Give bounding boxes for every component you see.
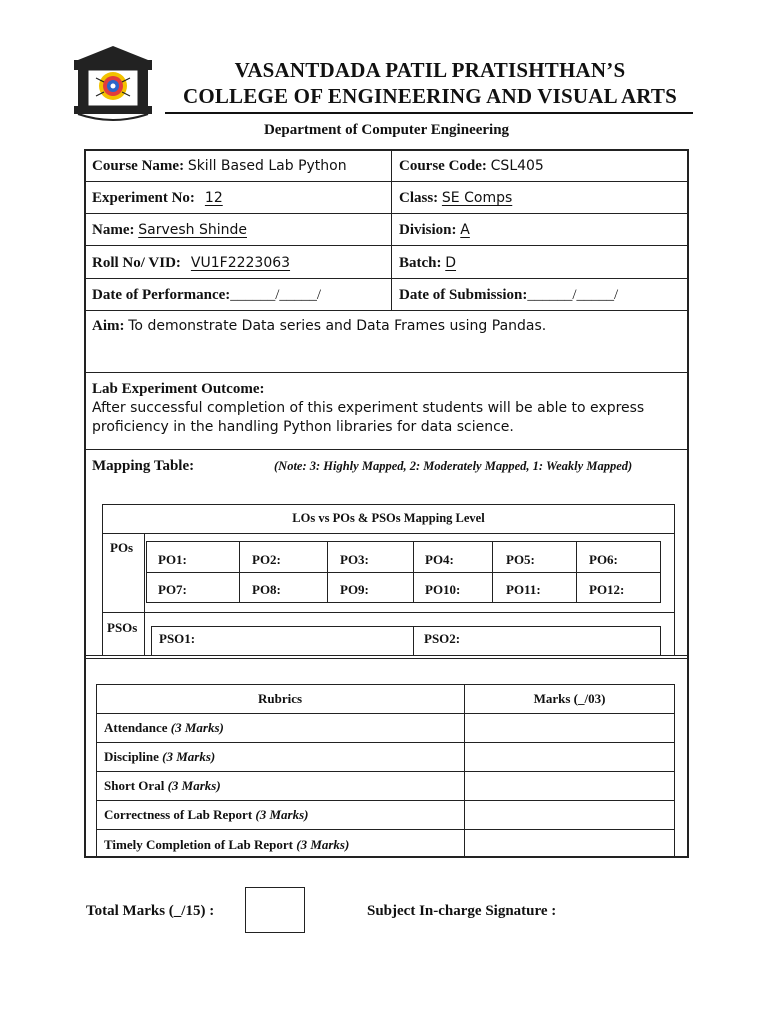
- po3-cell: PO3:: [340, 552, 369, 567]
- course-name-label: Course Name:: [92, 158, 185, 174]
- dos-label: Date of Submission:: [399, 287, 528, 303]
- division-field: [399, 222, 470, 239]
- date-of-submission-field: [399, 287, 618, 304]
- row-divider: [84, 213, 689, 214]
- mapping-pso-divider: [102, 612, 675, 613]
- column-divider: [391, 149, 392, 310]
- po7-cell: PO7:: [158, 582, 187, 597]
- rubrics-row-divider: [96, 771, 675, 772]
- student-name-value: Sarvesh Shinde: [138, 222, 247, 238]
- total-marks-box[interactable]: [245, 887, 305, 933]
- po11-cell: PO11:: [506, 582, 541, 597]
- rubric-name: Timely Completion of Lab Report: [104, 837, 293, 852]
- rubric-marks: (3 Marks): [255, 807, 309, 822]
- row-divider: [84, 245, 689, 246]
- po1-cell: PO1:: [158, 552, 187, 567]
- total-marks-label: Total Marks (_/15) :: [86, 903, 215, 919]
- rubric-row-short-oral: [104, 778, 221, 794]
- rubrics-row-divider: [96, 829, 675, 830]
- row-divider: [84, 372, 689, 373]
- rubric-name: Short Oral: [104, 778, 165, 793]
- class-value: SE Comps: [441, 190, 513, 206]
- mapping-label: Mapping Table:: [92, 458, 195, 474]
- mapping-label-column: [144, 533, 145, 656]
- college-name-line2: COLLEGE OF ENGINEERING AND VISUAL ARTS: [182, 84, 678, 108]
- outcome-line2: proficiency in the handling Python libraries for data science.: [92, 419, 514, 435]
- student-name-label: Name:: [92, 222, 135, 238]
- college-name-line1: VASANTDADA PATIL PRATISHTHAN’S: [234, 58, 626, 82]
- rubric-marks: (3 Marks): [170, 720, 224, 735]
- course-code-value: CSL405: [490, 158, 544, 174]
- rubric-row-timely-completion: [104, 837, 349, 853]
- course-name-field: [92, 158, 347, 175]
- po-grid-col-divider: [492, 541, 493, 603]
- po12-cell: PO12:: [589, 582, 625, 597]
- mapping-table-title: LOs vs POs & PSOs Mapping Level: [292, 511, 485, 525]
- dop-label: Date of Performance:: [92, 287, 231, 303]
- header-divider: [165, 112, 693, 114]
- rubric-marks: (3 Marks): [162, 749, 216, 764]
- roll-value: VU1F2223063: [190, 255, 291, 271]
- po2-cell: PO2:: [252, 552, 281, 567]
- pso1-cell: PSO1:: [159, 631, 196, 646]
- rubrics-row-divider: [96, 800, 675, 801]
- department-title: Department of Computer Engineering: [263, 122, 510, 138]
- po-grid-row-divider: [146, 572, 661, 573]
- po-grid-col-divider: [239, 541, 240, 603]
- aim-field: [92, 318, 546, 335]
- row-divider: [84, 278, 689, 279]
- po4-cell: PO4:: [425, 552, 454, 567]
- course-code-label: Course Code:: [399, 158, 487, 174]
- batch-value: D: [445, 255, 457, 271]
- roll-label: Roll No/ VID:: [92, 255, 181, 271]
- dos-value: ______/_____/: [527, 287, 619, 303]
- course-code-field: [399, 158, 544, 175]
- course-name-value: Skill Based Lab Python: [187, 158, 347, 174]
- division-value: A: [460, 222, 470, 238]
- po-grid-col-divider: [413, 541, 414, 603]
- date-of-performance-field: [92, 287, 321, 304]
- row-divider: [84, 449, 689, 450]
- pso2-cell: PSO2:: [424, 631, 461, 646]
- batch-label: Batch:: [399, 255, 442, 271]
- psos-label: PSOs: [107, 620, 138, 635]
- rubric-marks: (3 Marks): [296, 837, 350, 852]
- rubric-row-attendance: [104, 720, 224, 736]
- aim-text: To demonstrate Data series and Data Frames using Pandas.: [128, 318, 547, 334]
- mapping-header-divider: [102, 533, 675, 534]
- signature-label: Subject In-charge Signature :: [367, 903, 557, 919]
- row-divider: [84, 310, 689, 311]
- rubric-row-correctness: [104, 807, 309, 823]
- row-divider: [84, 658, 689, 659]
- dop-value: ______/_____/: [230, 287, 322, 303]
- rubric-row-discipline: [104, 749, 215, 765]
- experiment-value: 12: [204, 190, 223, 206]
- outcome-line1: After successful completion of this experiment students will be able to express: [92, 400, 645, 416]
- pso-grid: [151, 626, 661, 656]
- student-name-field: [92, 222, 247, 239]
- po-grid-col-divider: [576, 541, 577, 603]
- po8-cell: PO8:: [252, 582, 281, 597]
- rubric-name: Attendance: [104, 720, 168, 735]
- po6-cell: PO6:: [589, 552, 618, 567]
- mapping-note: (Note: 3: Highly Mapped, 2: Moderately Mapped, 1: Weakly Mapped): [274, 459, 633, 473]
- class-label: Class:: [399, 190, 439, 206]
- marks-column-header: Marks (_/03): [533, 691, 606, 706]
- roll-field: [92, 255, 294, 272]
- college-seal-icon: [70, 44, 156, 122]
- division-label: Division:: [399, 222, 457, 238]
- pos-label: POs: [110, 540, 134, 555]
- rubrics-row-divider: [96, 713, 675, 714]
- pso-grid-col-divider: [413, 626, 414, 656]
- rubrics-row-divider: [96, 742, 675, 743]
- college-logo: [70, 44, 156, 122]
- outcome-label: Lab Experiment Outcome:: [92, 381, 265, 397]
- row-divider: [84, 181, 689, 182]
- rubric-name: Correctness of Lab Report: [104, 807, 253, 822]
- class-field: [399, 190, 512, 207]
- experiment-label: Experiment No:: [92, 190, 195, 206]
- rubric-name: Discipline: [104, 749, 159, 764]
- po9-cell: PO9:: [340, 582, 369, 597]
- rubrics-column-header: Rubrics: [257, 691, 303, 706]
- experiment-field: [92, 190, 229, 207]
- rubric-marks: (3 Marks): [167, 778, 221, 793]
- po10-cell: PO10:: [425, 582, 461, 597]
- batch-field: [399, 255, 456, 272]
- po-grid-col-divider: [327, 541, 328, 603]
- aim-label: Aim:: [92, 318, 125, 334]
- po5-cell: PO5:: [506, 552, 535, 567]
